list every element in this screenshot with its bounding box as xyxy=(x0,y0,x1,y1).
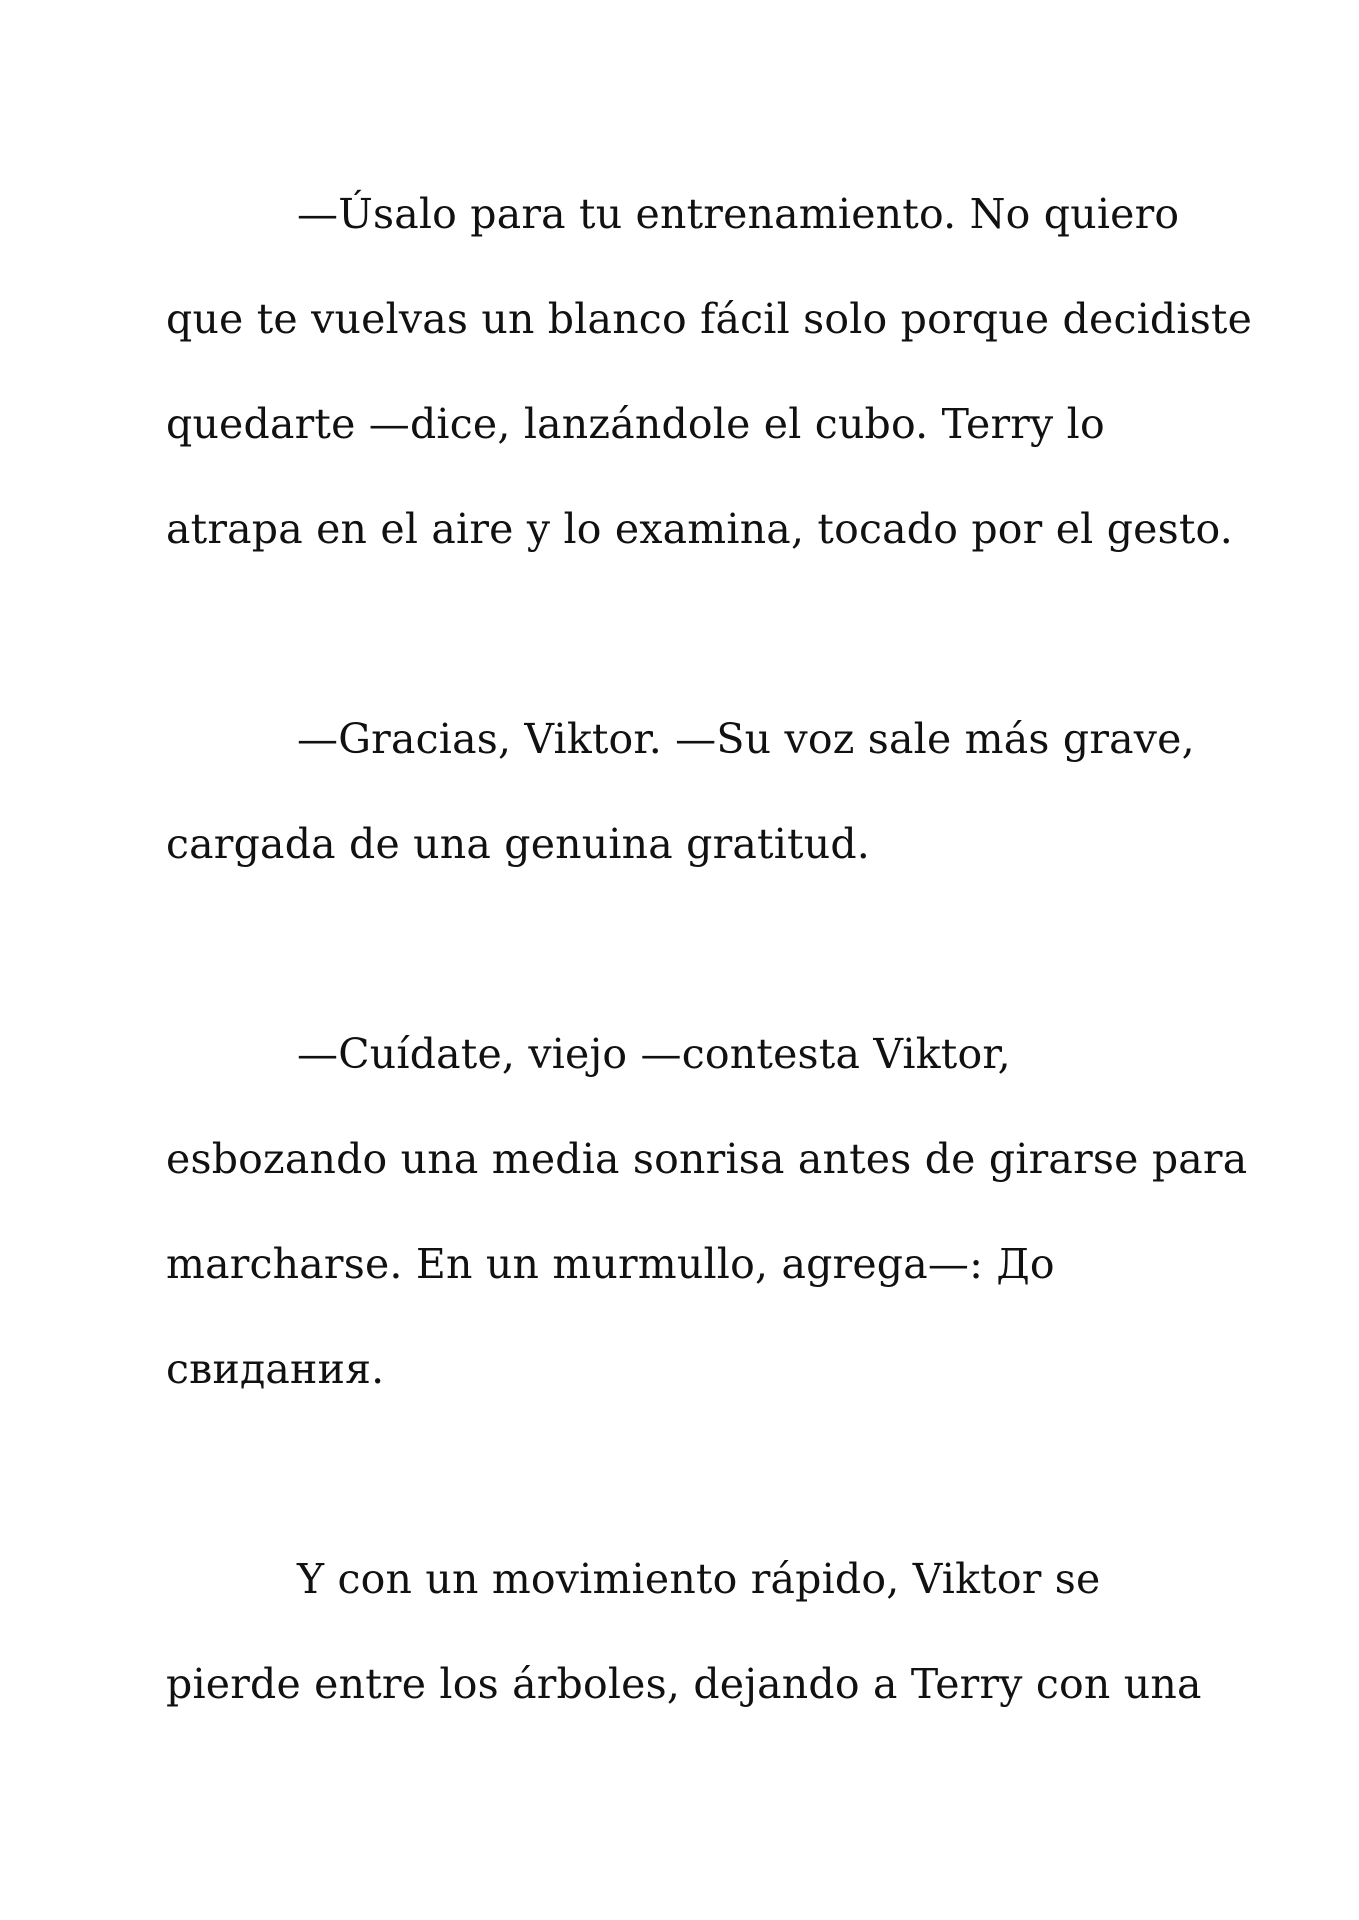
text-line: quedarte —dice, lanzándole el cubo. Terry lo xyxy=(166,400,1105,448)
paragraph-3 xyxy=(166,1002,1248,1422)
text-line: marcharse. En un murmullo, agrega—: До xyxy=(166,1240,1055,1288)
paragraph-2 xyxy=(166,687,1206,897)
text-body xyxy=(166,162,1253,1842)
text-line: esbozando una media sonrisa antes de girarse para xyxy=(166,1135,1248,1183)
text-line: —Gracias, Viktor. —Su voz sale más grave, xyxy=(297,715,1195,763)
text-line: pierde entre los árboles, dejando a Terry con una xyxy=(166,1660,1202,1708)
text-line: —Úsalo para tu entrenamiento. No quiero xyxy=(297,190,1180,238)
paragraph-4 xyxy=(166,1527,1206,1737)
text-line: que te vuelvas un blanco fácil solo porque decidiste xyxy=(166,295,1253,343)
text-line: cargada de una genuina gratitud. xyxy=(166,820,871,868)
text-line: свидания. xyxy=(166,1345,385,1393)
paragraph-1 xyxy=(166,162,1253,582)
text-line: —Cuídate, viejo —contesta Viktor, xyxy=(297,1030,1011,1078)
text-line: Y con un movimiento rápido, Viktor se xyxy=(297,1555,1101,1603)
text-line: atrapa en el aire y lo examina, tocado por el gesto. xyxy=(166,505,1233,553)
